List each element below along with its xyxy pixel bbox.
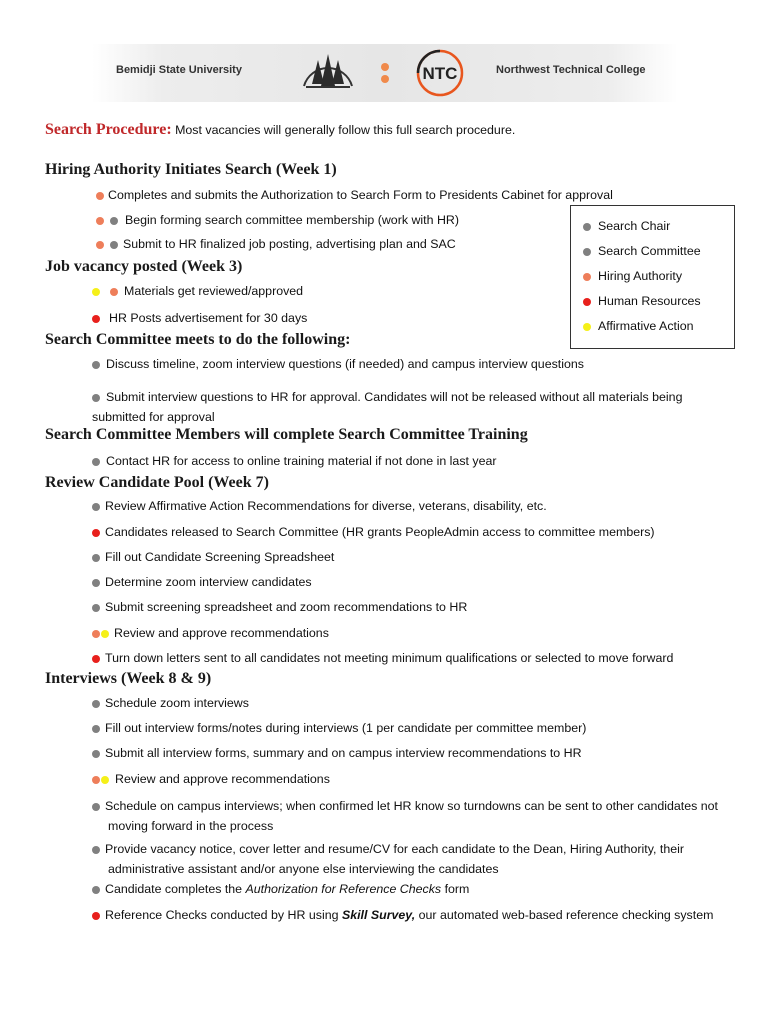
bsu-name: Bemidji State University: [116, 64, 242, 76]
search-committee-dot-icon: [92, 554, 100, 562]
list-item: Submit interview questions to HR for approval. Candidates will not be released without all materials being submitted for approval: [92, 390, 683, 424]
list-item: Submit screening spreadsheet and zoom recommendations to HR: [92, 599, 467, 615]
list-item: Provide vacancy notice, cover letter and resume/CV for each candidate to the Dean, Hiring Authority, their administrative assistant and/or anyone else interviewing the candidates: [92, 839, 722, 879]
intro-line: [45, 122, 515, 138]
search-committee-dot-icon: [92, 361, 100, 369]
legend-item-search-chair: Search Chair: [583, 219, 670, 233]
legend-item-search-committee: Search Committee: [583, 244, 701, 258]
search-chair-dot-icon: [583, 223, 591, 231]
human-resources-dot-icon: [92, 315, 100, 323]
search-committee-dot-icon: [92, 579, 100, 587]
section-heading: Search Committee meets to do the following:: [45, 331, 351, 348]
affirmative-action-dot-icon: [583, 323, 591, 331]
legend-item-hiring-authority: Hiring Authority: [583, 269, 682, 283]
search-committee-dot-icon: [583, 248, 591, 256]
hiring-authority-dot-icon: [96, 241, 104, 249]
list-item: Candidates released to Search Committee (HR grants PeopleAdmin access to committee members): [92, 524, 655, 540]
intro-text: Most vacancies will generally follow this full search procedure.: [171, 123, 516, 137]
list-item: Schedule zoom interviews: [92, 695, 249, 711]
list-item: Discuss timeline, zoom interview questions (if needed) and campus interview questions: [92, 356, 584, 372]
search-committee-dot-icon: [92, 725, 100, 733]
list-item: Submit to HR finalized job posting, advertising plan and SAC: [96, 236, 456, 252]
search-committee-dot-icon: [92, 700, 100, 708]
hiring-authority-dot-icon: [96, 217, 104, 225]
skill-survey-name: Skill Survey,: [341, 908, 416, 922]
human-resources-dot-icon: [92, 529, 100, 537]
list-item: Review Affirmative Action Recommendations for diverse, veterans, disability, etc.: [92, 498, 547, 514]
list-item: Candidate completes the Authorization for Reference Checks form: [92, 881, 469, 897]
search-committee-dot-icon: [92, 604, 100, 612]
section-heading: Job vacancy posted (Week 3): [45, 258, 243, 275]
list-item: Turn down letters sent to all candidates not meeting minimum qualifications or selected to move forward: [92, 650, 673, 666]
list-item: Materials get reviewed/approved: [92, 283, 303, 299]
section-heading: Interviews (Week 8 & 9): [45, 670, 212, 687]
separator-icon: [378, 62, 392, 84]
search-committee-dot-icon: [92, 846, 100, 854]
bsu-pine-tree-logo: [298, 46, 358, 98]
list-item: Fill out Candidate Screening Spreadsheet: [92, 549, 334, 565]
ntc-name: Northwest Technical College: [496, 64, 646, 76]
hiring-authority-dot-icon: [110, 288, 118, 296]
human-resources-dot-icon: [583, 298, 591, 306]
legend-item-human-resources: Human Resources: [583, 294, 701, 308]
list-item: Review and approve recommendations: [92, 625, 329, 641]
human-resources-dot-icon: [92, 912, 100, 920]
hiring-authority-dot-icon: [92, 776, 100, 784]
search-chair-dot-icon: [110, 241, 118, 249]
human-resources-dot-icon: [92, 655, 100, 663]
color-legend: [570, 205, 735, 349]
legend-item-affirmative-action: Affirmative Action: [583, 319, 694, 333]
search-chair-dot-icon: [110, 217, 118, 225]
ntc-logo: [410, 48, 480, 98]
affirmative-action-dot-icon: [101, 776, 109, 784]
list-item: Determine zoom interview candidates: [92, 574, 312, 590]
page-title: Search Procedure:: [45, 121, 172, 138]
search-committee-dot-icon: [92, 503, 100, 511]
reference-form-name: Authorization for Reference Checks: [245, 882, 442, 896]
list-item: Completes and submits the Authorization to Search Form to Presidents Cabinet for approval: [96, 187, 613, 203]
list-item: Review and approve recommendations: [92, 771, 330, 787]
list-item: Begin forming search committee membership (work with HR): [96, 212, 459, 228]
ntc-logo-text: NTC: [422, 64, 458, 83]
list-item: Fill out interview forms/notes during interviews (1 per candidate per committee member): [92, 720, 586, 736]
search-committee-dot-icon: [92, 750, 100, 758]
list-item: Reference Checks conducted by HR using Skill Survey, our automated web-based reference checking system: [92, 907, 713, 923]
hiring-authority-dot-icon: [96, 192, 104, 200]
hiring-authority-dot-icon: [583, 273, 591, 281]
section-heading: Search Committee Members will complete Search Committee Training: [45, 426, 528, 443]
search-committee-dot-icon: [92, 458, 100, 466]
list-item: Submit all interview forms, summary and on campus interview recommendations to HR: [92, 745, 582, 761]
list-item: Schedule on campus interviews; when confirmed let HR know so turndowns can be sent to other candidates not moving forward in the process: [92, 796, 722, 836]
hiring-authority-dot-icon: [92, 630, 100, 638]
list-item: Contact HR for access to online training material if not done in last year: [92, 453, 497, 469]
search-committee-dot-icon: [92, 803, 100, 811]
section-heading: Hiring Authority Initiates Search (Week 1): [45, 161, 337, 178]
affirmative-action-dot-icon: [101, 630, 109, 638]
list-item: HR Posts advertisement for 30 days: [92, 310, 307, 326]
search-committee-dot-icon: [92, 394, 100, 402]
search-committee-dot-icon: [92, 886, 100, 894]
affirmative-action-dot-icon: [92, 288, 100, 296]
section-heading: Review Candidate Pool (Week 7): [45, 474, 269, 491]
